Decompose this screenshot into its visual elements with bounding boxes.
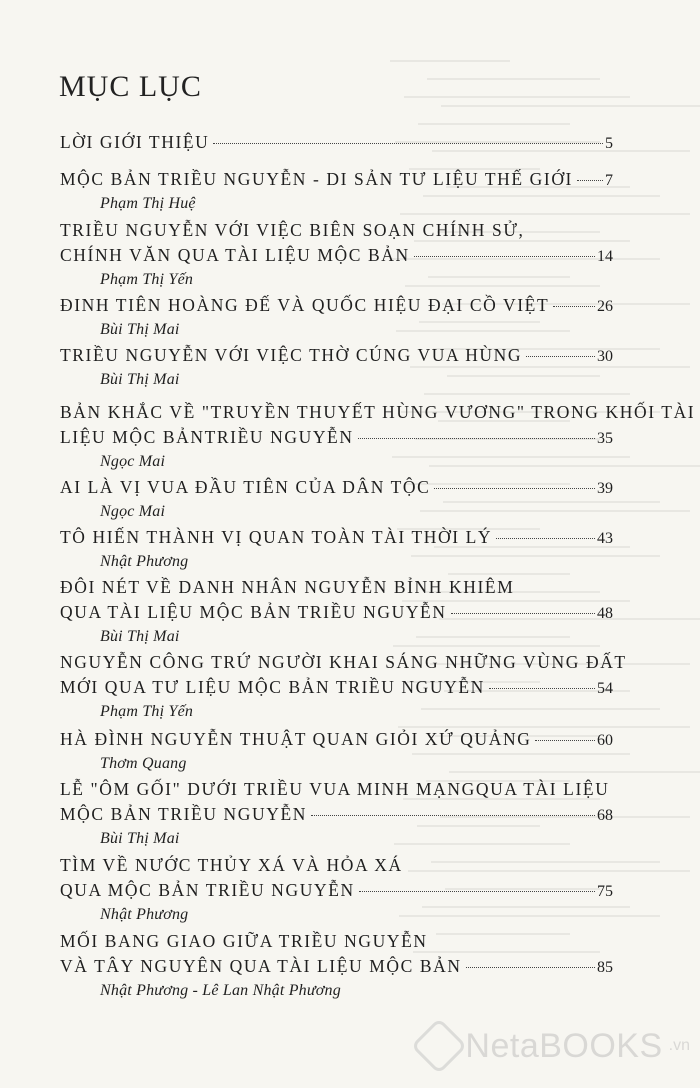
toc-entry-author: Bùi Thị Mai [100, 321, 180, 338]
toc-entry-author: Nhật Phương - Lê Lan Nhật Phương [100, 982, 341, 999]
toc-entry-line [60, 575, 613, 600]
toc-entry-title: ĐINH TIÊN HOÀNG ĐẾ VÀ QUỐC HIỆU ĐẠI CỒ VIỆT [60, 295, 550, 315]
toc-entry-title: TRIỀU NGUYỄN VỚI VIỆC BIÊN SOẠN CHÍNH SỬ, [60, 220, 525, 240]
toc-entry-line [60, 853, 613, 878]
toc-entry [60, 853, 613, 926]
toc-entry-title: CHÍNH VĂN QUA TÀI LIỆU MỘC BẢN [60, 245, 410, 265]
toc-entry-title: TÔ HIẾN THÀNH VỊ QUAN TOÀN TÀI THỜI LÝ [60, 527, 493, 547]
watermark-suffix: .vn [668, 1037, 690, 1054]
diamond-logo-icon [411, 1018, 468, 1075]
toc-entry [60, 218, 613, 291]
toc-entry-author: Phạm Thị Huệ [100, 195, 196, 212]
toc-entry [60, 130, 613, 156]
toc-entry [60, 400, 696, 473]
dot-leader [535, 740, 595, 741]
toc-entry-line [60, 525, 613, 551]
toc-entry-title: TÌM VỀ NƯỚC THỦY XÁ VÀ HỎA XÁ [60, 855, 403, 875]
toc-page-number: 75 [597, 883, 613, 900]
toc-entry-title: BẢN KHẮC VỀ "TRUYỀN THUYẾT HÙNG VƯƠNG" TRONG KHỐI TÀI [60, 402, 696, 422]
toc-entry-line [60, 954, 613, 980]
toc-entry [60, 475, 613, 523]
toc-entry-line [60, 802, 613, 828]
toc-page-number: 68 [597, 807, 613, 824]
toc-entry-title: LỄ "ÔM GỐI" DƯỚI TRIỀU VUA MINH MẠNGQUA TÀI LIỆU [60, 779, 610, 799]
toc-entry [60, 167, 613, 215]
toc-entry [60, 727, 613, 775]
toc-entry-title: LỜI GIỚI THIỆU [60, 132, 210, 152]
toc-page-number: 7 [605, 172, 613, 189]
toc-entry-title: QUA MỘC BẢN TRIỀU NGUYỄN [60, 880, 355, 900]
toc-entry-line [60, 727, 613, 753]
toc-entry-author: Nhật Phương [100, 553, 189, 570]
toc-page-number: 85 [597, 959, 613, 976]
toc-page-number: 54 [597, 680, 613, 697]
toc-entry-line [60, 650, 627, 675]
toc-entry-line [60, 600, 613, 626]
dot-leader [577, 180, 603, 181]
toc-page-number: 14 [597, 248, 613, 265]
toc-entry-line [60, 243, 613, 269]
dot-leader [489, 688, 595, 689]
watermark-brand: NetaBOOKS [465, 1026, 663, 1065]
toc-entry-title: NGUYỄN CÔNG TRỨ NGƯỜI KHAI SÁNG NHỮNG VÙNG ĐẤT [60, 652, 627, 672]
toc-entry-title: TRIỀU NGUYỄN VỚI VIỆC THỜ CÚNG VUA HÙNG [60, 345, 523, 365]
toc-entry-author: Phạm Thị Yến [100, 703, 194, 720]
toc-entry-author: Phạm Thị Yến [100, 271, 194, 288]
toc-entry-author: Ngọc Mai [100, 453, 166, 470]
toc-entry-title: HÀ ĐÌNH NGUYỄN THUẬT QUAN GIỎI XỨ QUẢNG [60, 729, 532, 749]
watermark [419, 1026, 690, 1066]
toc-page-number: 43 [597, 530, 613, 547]
dot-leader [434, 488, 595, 489]
toc-entry-author: Thơm Quang [100, 755, 187, 772]
toc-entry-line [60, 929, 613, 954]
dot-leader [311, 815, 595, 816]
toc-entry [60, 525, 613, 573]
toc-entry-line [60, 777, 613, 802]
page-title: MỤC LỤC [59, 70, 202, 103]
bleed-through-stroke [418, 123, 570, 125]
toc-entry [60, 293, 613, 341]
toc-entry-title: AI LÀ VỊ VUA ĐẦU TIÊN CỦA DÂN TỘC [60, 477, 431, 497]
dot-leader [414, 256, 595, 257]
toc-entry-author: Ngọc Mai [100, 503, 166, 520]
toc-entry-line [60, 878, 613, 904]
toc-entry-line [60, 343, 613, 369]
toc-entry-title: LIỆU MỘC BẢNTRIỀU NGUYỄN [60, 427, 354, 447]
toc-entry-line [60, 130, 613, 156]
toc-page-number: 30 [597, 348, 613, 365]
toc-entry-line [60, 400, 696, 425]
toc-entry [60, 650, 627, 723]
dot-leader [553, 306, 595, 307]
bleed-through-stroke [427, 78, 600, 80]
dot-leader [359, 891, 595, 892]
toc-entry-title: QUA TÀI LIỆU MỘC BẢN TRIỀU NGUYỄN [60, 602, 447, 622]
toc-entry [60, 929, 613, 1002]
toc-entry-line [60, 675, 613, 701]
bleed-through-stroke [441, 105, 700, 107]
bleed-through-stroke [390, 60, 510, 62]
toc-page-number: 48 [597, 605, 613, 622]
toc-entry-title: VÀ TÂY NGUYÊN QUA TÀI LIỆU MỘC BẢN [60, 956, 462, 976]
dot-leader [213, 143, 603, 144]
toc-entry-line [60, 293, 613, 319]
dot-leader [496, 538, 595, 539]
dot-leader [451, 613, 595, 614]
toc-entry [60, 343, 613, 391]
dot-leader [358, 438, 595, 439]
bleed-through-stroke [404, 96, 630, 98]
toc-entry-author: Nhật Phương [100, 906, 189, 923]
toc-entry-line [60, 425, 613, 451]
toc-entry-title: MỘC BẢN TRIỀU NGUYỄN [60, 804, 308, 824]
dot-leader [526, 356, 595, 357]
toc-entry-author: Bùi Thị Mai [100, 371, 180, 388]
toc-page-number: 35 [597, 430, 613, 447]
toc-entry-line [60, 218, 613, 243]
bleed-through-stroke [424, 393, 630, 395]
toc-entry-author: Bùi Thị Mai [100, 628, 180, 645]
toc-page-number: 60 [597, 732, 613, 749]
toc-page-number: 26 [597, 298, 613, 315]
dot-leader [466, 967, 595, 968]
toc-page-number: 5 [605, 135, 613, 152]
toc-entry [60, 777, 613, 850]
toc-entry-title: MỘC BẢN TRIỀU NGUYỄN - DI SẢN TƯ LIỆU THẾ GIỚI [60, 169, 573, 189]
toc-entry-title: MỚI QUA TƯ LIỆU MỘC BẢN TRIỀU NGUYỄN [60, 677, 485, 697]
toc-entry-line [60, 167, 613, 193]
toc-entry-author: Bùi Thị Mai [100, 830, 180, 847]
toc-page-number: 39 [597, 480, 613, 497]
toc-entry-title: ĐÔI NÉT VỀ DANH NHÂN NGUYỄN BỈNH KHIÊM [60, 577, 515, 597]
toc-entry-line [60, 475, 613, 501]
toc-entry-title: MỐI BANG GIAO GIỮA TRIỀU NGUYỄN [60, 931, 428, 951]
toc-entry [60, 575, 613, 648]
